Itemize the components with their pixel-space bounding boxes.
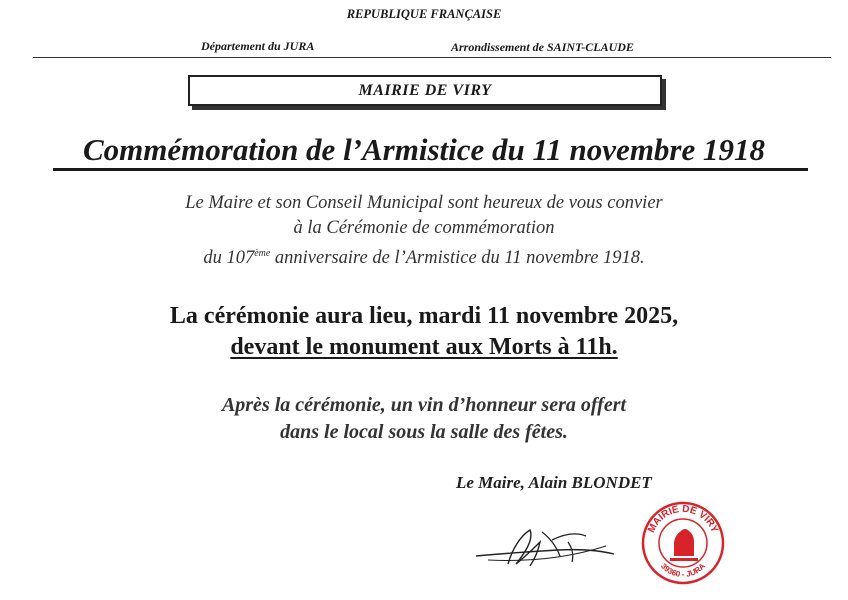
mairie-box: [188, 75, 662, 106]
marianne-emblem-icon: [670, 529, 698, 561]
mairie-stamp: [640, 500, 726, 586]
ordinal-superscript: ème: [254, 248, 271, 259]
header-rule: [33, 57, 831, 58]
reception-line-1: Après la cérémonie, un vin d’honneur sera offert: [221, 394, 627, 416]
invitation-line-1: Le Maire et son Conseil Municipal sont heureux de vous convier: [185, 193, 663, 213]
invitation-line-3-start: du 107: [203, 248, 255, 268]
ceremony-details: [0, 301, 848, 363]
svg-text:39360 - JURA: [659, 561, 707, 579]
reception-line-2: dans le local sous la salle des fêtes.: [280, 421, 568, 443]
signatory: Le Maire, Alain BLONDET: [456, 473, 652, 492]
reception-text: [0, 392, 848, 446]
republic-header: REPUBLIQUE FRANÇAISE: [346, 7, 502, 21]
stamp-top-text: MAIRIE DE VIRY: [646, 503, 720, 535]
invitation-line-3: [0, 241, 848, 271]
ceremony-location: devant le monument aux Morts à 11h.: [230, 334, 618, 360]
stamp-bottom-text: 39360 - JURA: [659, 561, 707, 579]
department-label: Département du JURA: [201, 39, 315, 53]
title-underline: [53, 168, 808, 171]
invitation-text: [0, 191, 848, 271]
invitation-line-2: à la Cérémonie de commémoration: [293, 218, 555, 238]
ceremony-date: La cérémonie aura lieu, mardi 11 novembre 2025,: [169, 303, 679, 329]
document-title: Commémoration de l’Armistice du 11 novembre 1918: [83, 132, 765, 167]
invitation-line-3-end: anniversaire de l’Armistice du 11 novembre 1918.: [270, 248, 645, 268]
arrondissement-label: Arrondissement de SAINT-CLAUDE: [451, 40, 634, 54]
mairie-title: MAIRIE DE VIRY: [358, 81, 492, 99]
handwritten-signature: [468, 520, 618, 575]
